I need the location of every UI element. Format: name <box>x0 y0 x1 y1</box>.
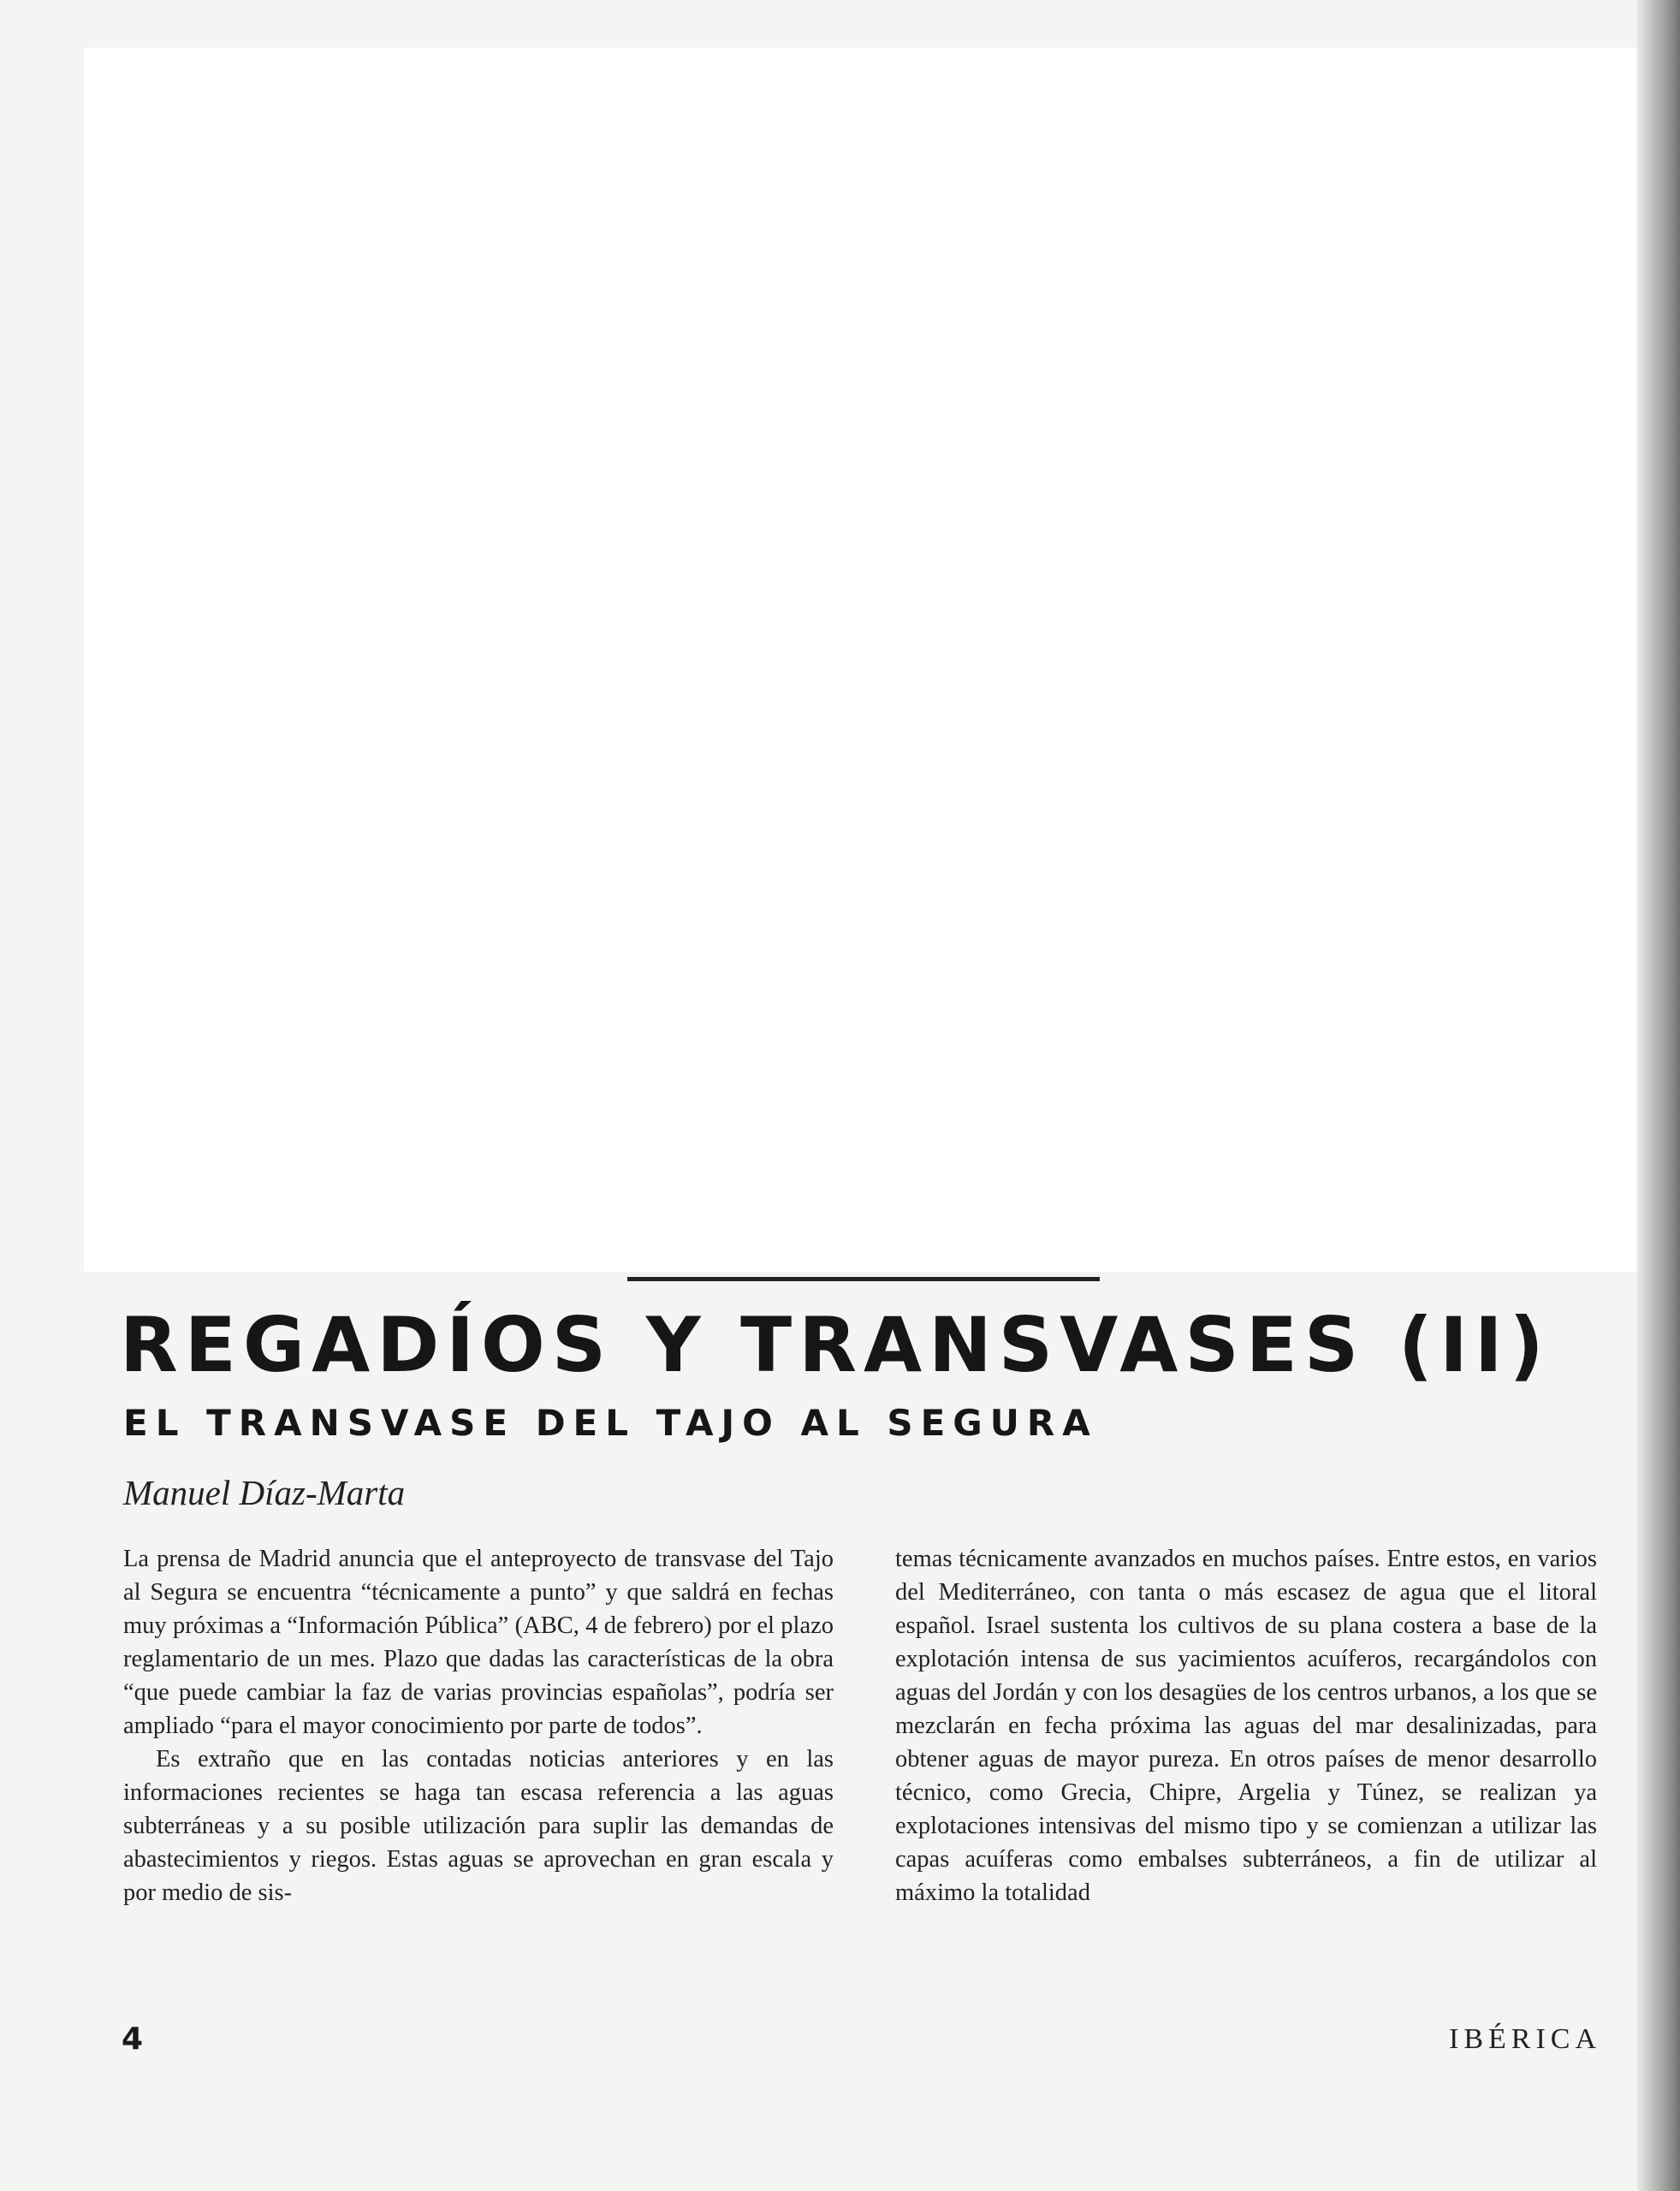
paragraph: temas técnicamente avanzados en muchos países. Entre estos, en varios del Mediterráneo, con tanta o más escasez de agua que el litoral español. Israel sustenta los cultivos de su plana costera a base de la explotación intensa de sus yacimientos acuíferos, recargándolos con aguas del Jordán y con los desagües de los centros urbanos, a los que se mezclarán en fecha próxima las aguas del mar desalinizadas, para obtener aguas de mayor pureza. En otros países de menor desarrollo técnico, como Grecia, Chipre, Argelia y Túnez, se realizan ya explotaciones intensivas del mismo tipo y se comienzan a utilizar las capas acuíferas como embalses subterráneos, a fin de utilizar al máximo la totalidad <box>895 1546 1597 1906</box>
body-column-right <box>895 1542 1597 1909</box>
article-subtitle: EL TRANSVASE DEL TAJO AL SEGURA <box>123 1402 1098 1444</box>
paragraph: Es extraño que en las contadas noticias anteriores y en las informaciones recientes se haga tan escasa referencia a las aguas subterráneas y a su posible utilización para suplir las demandas de abastecimientos y riegos. Estas aguas se aprovechan en gran escala y por medio de sis- <box>123 1746 834 1906</box>
blank-photo-area <box>84 48 1636 1272</box>
article-author: Manuel Díaz-Marta <box>123 1473 406 1512</box>
scan-edge <box>1637 0 1680 2191</box>
page-number: 4 <box>122 2022 144 2057</box>
body-column-left <box>123 1542 834 1909</box>
journal-name: IBÉRICA <box>1449 2023 1601 2055</box>
paragraph: La prensa de Madrid anuncia que el anteproyecto de transvase del Tajo al Segura se encuentra “técnicamente a punto” y que saldrá en fechas muy próximas a “Información Pública” (ABC, 4 de febrero) por el plazo reglamentario de un mes. Plazo que dadas las características de la obra “que puede cambiar la faz de varias provincias españolas”, podría ser ampliado “para el mayor conocimiento por parte de todos”. <box>123 1546 834 1739</box>
article-title: REGADÍOS Y TRANSVASES (II) <box>120 1301 1551 1389</box>
title-rule <box>627 1277 1100 1281</box>
